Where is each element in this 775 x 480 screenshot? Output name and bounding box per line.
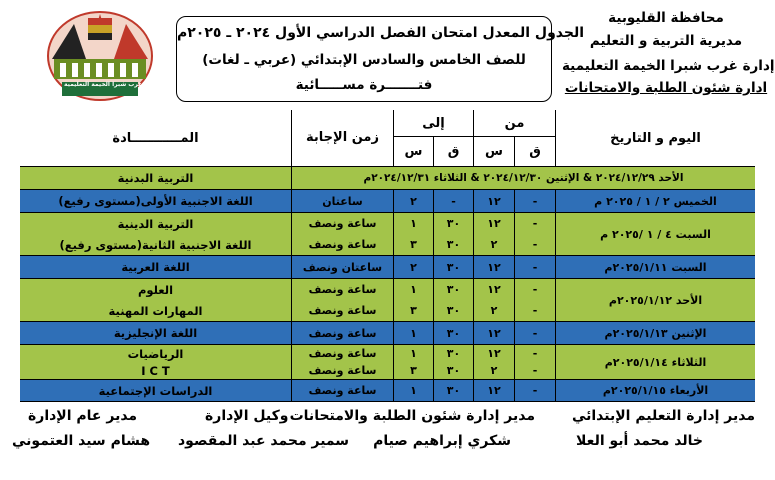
row-to-minute: ٣٠ bbox=[433, 380, 473, 401]
row-from-minute: - bbox=[532, 304, 538, 317]
row-to-hour: ٣ bbox=[410, 304, 417, 317]
to-hour: س bbox=[393, 136, 433, 166]
row-date: الثلاثاء ٢٠٢٥/١/١٤م bbox=[555, 345, 755, 379]
signature-name-4: هشام سيد العتموني bbox=[12, 433, 151, 449]
row-from-hour: ٢ bbox=[490, 238, 498, 251]
row-from-minute: - bbox=[514, 380, 555, 401]
col-day-date: اليوم و التاريخ bbox=[555, 110, 755, 166]
row-date: الخميس ٢ / ١ / ٢٠٢٥ م bbox=[555, 190, 755, 212]
row-duration: ساعة ونصف bbox=[291, 322, 393, 344]
row-to-minute: - bbox=[433, 190, 473, 212]
row-duration: ساعة ونصف bbox=[308, 304, 377, 317]
row-subject: العلوم bbox=[137, 282, 174, 297]
directorate-logo bbox=[40, 4, 160, 104]
row-date: الأحد ٢٠٢٥/١/١٢م bbox=[555, 279, 755, 321]
from-hour: س bbox=[473, 136, 514, 166]
row-from-hour: ١٢ bbox=[473, 190, 514, 212]
row-duration: ساعة ونصف bbox=[308, 364, 377, 377]
row-date: الأربعاء ٢٠٢٥/١/١٥م bbox=[555, 380, 755, 401]
from-minute: ق bbox=[514, 136, 555, 166]
signature-title-student-affairs: مدير إدارة شئون الطلبة والامتحانات bbox=[289, 408, 535, 424]
row-duration: ساعة ونصف bbox=[308, 283, 377, 296]
table-row bbox=[20, 190, 755, 212]
row-from-hour: ١٢ bbox=[473, 256, 514, 278]
title-box bbox=[176, 16, 584, 102]
row-from-hour: ١٢ bbox=[487, 283, 501, 296]
row-from-minute: - bbox=[514, 190, 555, 212]
sub-header bbox=[20, 136, 755, 166]
row-date: السبت ٢٠٢٥/١/١١م bbox=[555, 256, 755, 278]
row-date: الإثنين ٢٠٢٥/١/١٣م bbox=[555, 322, 755, 344]
col-from: من bbox=[473, 110, 555, 166]
row-subject: التربية الدينية bbox=[117, 216, 194, 231]
table-row bbox=[20, 167, 755, 189]
row-to-minute: ٣٠ bbox=[446, 217, 461, 230]
row-to-hour: ٣ bbox=[410, 364, 417, 377]
row-duration: ساعتان bbox=[291, 190, 393, 212]
table-row bbox=[20, 380, 755, 401]
row-from-hour: ١٢ bbox=[473, 380, 514, 401]
row-from-hour: ٢ bbox=[490, 364, 498, 377]
signature-title-primary-ed: مدير إدارة التعليم الإبتدائي bbox=[571, 408, 755, 424]
row-to-hour: ٢ bbox=[393, 256, 433, 278]
title-line3: فتـــــــرة مســـــائية bbox=[295, 77, 433, 93]
table-row bbox=[20, 213, 755, 255]
row-subject: الرياضيات bbox=[127, 346, 184, 361]
row-subject: الدراسات الإجتماعية bbox=[98, 383, 213, 398]
row-subject: I C T bbox=[141, 363, 170, 378]
org-department: ادارة شئون الطلبة والامتحانات bbox=[564, 80, 768, 96]
row-duration: ساعة ونصف bbox=[308, 238, 377, 251]
table-row bbox=[20, 322, 755, 344]
row-duration: ساعة ونصف bbox=[291, 380, 393, 401]
row-duration: ساعة ونصف bbox=[308, 347, 377, 360]
table-row bbox=[20, 345, 755, 379]
row-subject: اللغة العربية bbox=[121, 260, 190, 274]
title-line2: للصف الخامس والسادس الإبتدائي (عربي ـ لغات) bbox=[202, 52, 526, 68]
row-from-hour: ٢ bbox=[490, 304, 498, 317]
row-from-minute: - bbox=[514, 322, 555, 344]
row-to-minute: ٣٠ bbox=[446, 304, 461, 317]
row-to-hour: ٢ bbox=[393, 190, 433, 212]
row-duration: ساعتان ونصف bbox=[291, 256, 393, 278]
row-to-hour: ١ bbox=[393, 322, 433, 344]
row-date: الأحد ٢٠٢٤/١٢/٢٩ & الإثنين ٢٠٢٤/١٢/٣٠ & الثلاثاء ٢٠٢٤/١٢/٣١م bbox=[291, 167, 755, 189]
row-to-hour: ١ bbox=[410, 283, 417, 296]
row-to-minute: ٣٠ bbox=[446, 347, 461, 360]
signature-title-deputy: وكيل الإدارة bbox=[205, 408, 289, 424]
table-row bbox=[20, 256, 755, 278]
row-to-minute: ٣٠ bbox=[446, 283, 461, 296]
row-to-hour: ٣ bbox=[410, 238, 417, 251]
org-directorate: مديرية التربية و التعليم bbox=[589, 33, 743, 49]
row-to-hour: ١ bbox=[410, 347, 417, 360]
to-minute: ق bbox=[433, 136, 473, 166]
org-governorate: محافظة القليوبية bbox=[608, 10, 724, 26]
row-from-minute: - bbox=[532, 347, 538, 360]
row-to-minute: ٣٠ bbox=[433, 256, 473, 278]
row-subject: اللغة الإنجليزية bbox=[113, 326, 198, 340]
col-to: إلى bbox=[393, 110, 473, 166]
row-to-hour: ١ bbox=[393, 380, 433, 401]
row-from-hour: ١٢ bbox=[473, 322, 514, 344]
logo-text: ادارة غرب شبرا الخيمة التعليمية bbox=[64, 81, 159, 88]
col-duration: زمن الإجابة bbox=[291, 110, 393, 166]
signature-name-3: سمير محمد عبد المقصود bbox=[178, 433, 350, 449]
signature-name-1: خالد محمد أبو العلا bbox=[576, 433, 703, 449]
row-from-minute: - bbox=[514, 256, 555, 278]
row-subject: اللغة الاجنبية الثانية(مستوى رفيع) bbox=[59, 237, 252, 252]
row-from-minute: - bbox=[532, 217, 538, 230]
row-from-minute: - bbox=[532, 238, 538, 251]
row-subject: اللغة الاجنبية الأولى(مستوى رفيع) bbox=[58, 194, 253, 208]
row-to-hour: ١ bbox=[410, 217, 417, 230]
row-to-minute: ٣٠ bbox=[446, 238, 461, 251]
signature-title-general-manager: مدير عام الإدارة bbox=[28, 408, 138, 424]
row-duration: ساعة ونصف bbox=[308, 217, 377, 230]
row-subject: المهارات المهنية bbox=[108, 303, 203, 318]
row-from-minute: - bbox=[532, 364, 538, 377]
signature-name-2: شكري إبراهيم صيام bbox=[373, 433, 511, 449]
col-subject: المـــــــــــادة bbox=[112, 130, 199, 146]
table-row bbox=[20, 279, 755, 321]
row-from-minute: - bbox=[532, 283, 538, 296]
row-to-minute: ٣٠ bbox=[446, 364, 461, 377]
row-from-hour: ١٢ bbox=[487, 347, 501, 360]
row-date: السبت ٤ / ١ /٢٠٢٥ م bbox=[555, 213, 755, 255]
row-subject: التربية البدنية bbox=[117, 171, 194, 185]
title-line1: الجدول المعدل امتحان الفصل الدراسي الأول ٢٠٢٤ ـ ٢٠٢٥م bbox=[177, 25, 584, 41]
row-from-hour: ١٢ bbox=[487, 217, 501, 230]
row-to-minute: ٣٠ bbox=[433, 322, 473, 344]
org-administration: إدارة غرب شبرا الخيمة التعليمية bbox=[562, 58, 775, 74]
